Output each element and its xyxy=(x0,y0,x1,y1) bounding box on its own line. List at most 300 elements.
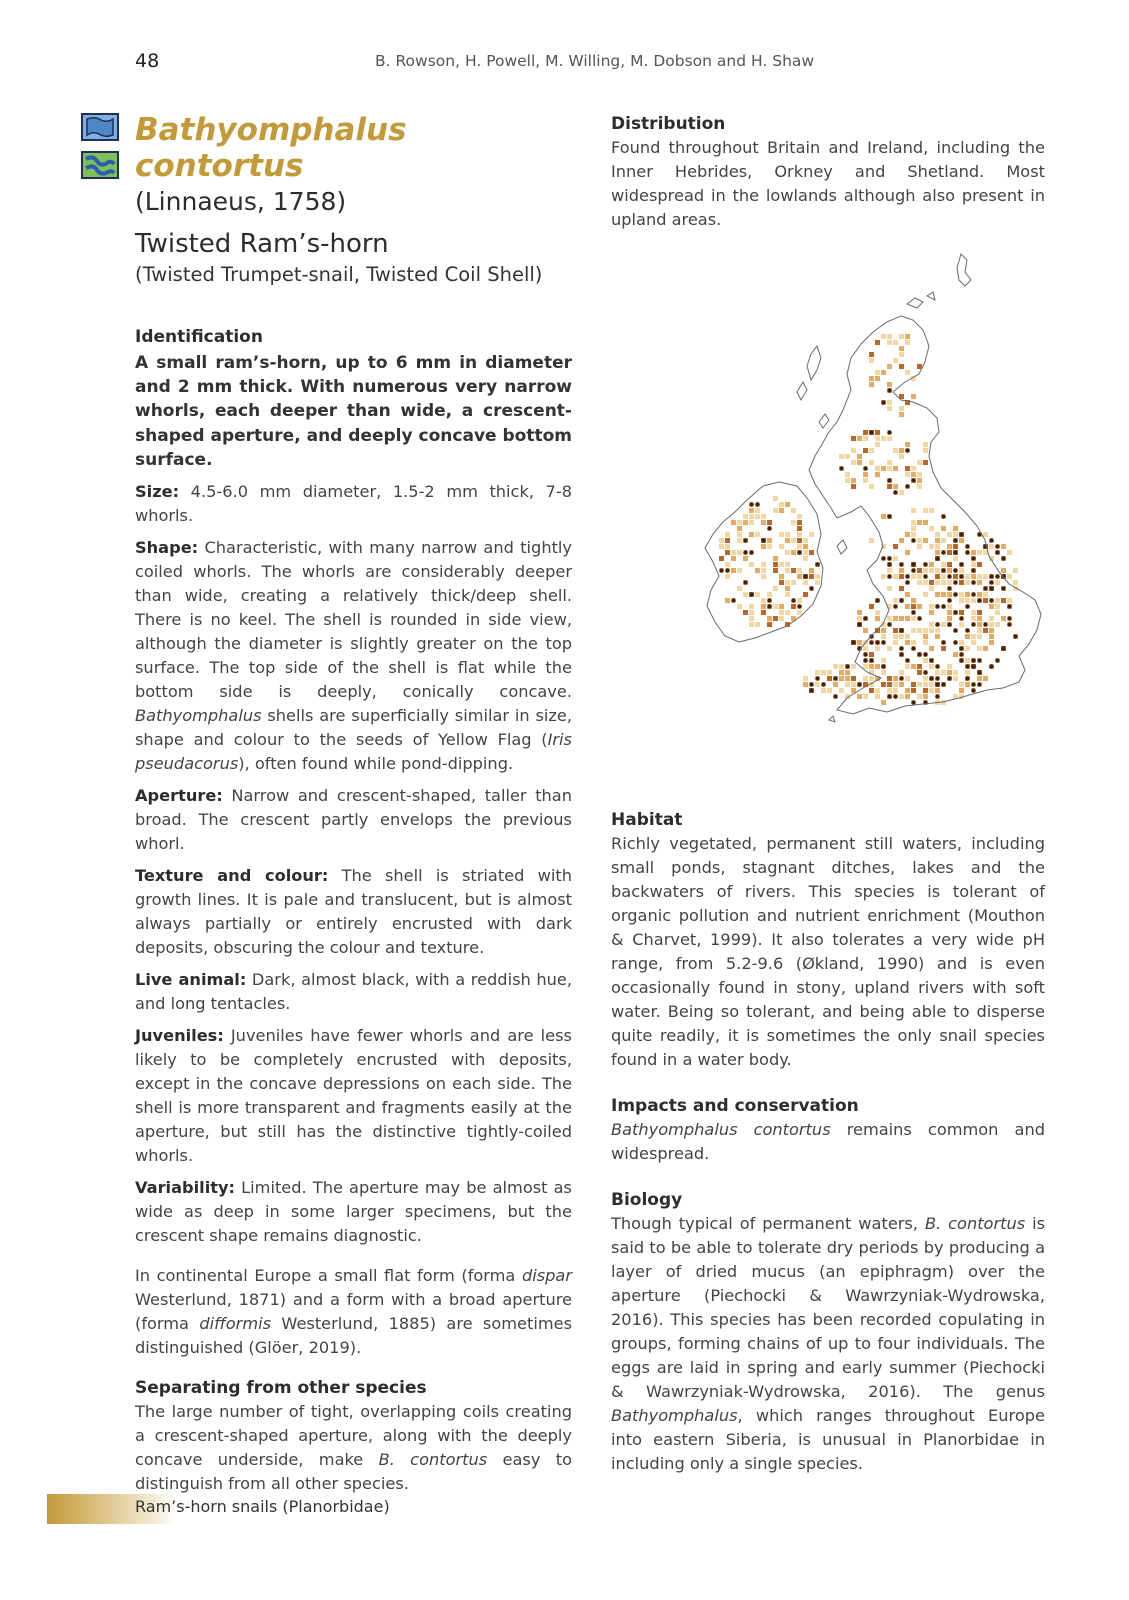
map-cell xyxy=(833,664,838,669)
map-cell xyxy=(899,448,904,453)
map-cell xyxy=(797,568,802,573)
map-record-dot xyxy=(947,676,951,680)
map-record-dot xyxy=(1001,586,1005,590)
map-cell xyxy=(971,574,976,579)
map-cell xyxy=(845,682,850,687)
map-cell xyxy=(923,538,928,543)
map-cell xyxy=(899,346,904,351)
map-cell xyxy=(773,604,778,609)
distribution-heading: Distribution xyxy=(611,114,726,134)
map-cell xyxy=(767,622,772,627)
map-cell xyxy=(929,580,934,585)
map-cell xyxy=(755,568,760,573)
common-name: Twisted Ram’s-horn xyxy=(135,229,389,259)
map-cell xyxy=(977,574,982,579)
shetland-outline xyxy=(957,254,971,286)
map-cell xyxy=(851,460,856,465)
map-cell xyxy=(905,664,910,669)
map-cell xyxy=(779,604,784,609)
map-cell xyxy=(917,364,922,369)
map-record-dot xyxy=(863,658,867,662)
map-cell xyxy=(887,646,892,651)
map-cell xyxy=(743,520,748,525)
map-record-dot xyxy=(953,550,957,554)
map-cell xyxy=(911,466,916,471)
map-cell xyxy=(851,448,856,453)
map-record-dot xyxy=(959,658,963,662)
map-cell xyxy=(767,592,772,597)
impacts-species: Bathyomphalus contortus xyxy=(611,1120,831,1139)
map-cell xyxy=(797,526,802,531)
map-cell xyxy=(965,574,970,579)
map-cell xyxy=(935,568,940,573)
map-cell xyxy=(971,640,976,645)
map-cell xyxy=(1007,574,1012,579)
texture-text: The shell is striated with growth lines. It is pale and translucent, but is almost always partially or entirely encrusted with dark deposits, obscuring the colour and texture. xyxy=(135,866,572,958)
map-cell xyxy=(905,616,910,621)
map-record-dot xyxy=(959,652,963,656)
map-cell xyxy=(929,622,934,627)
map-cell xyxy=(731,568,736,573)
map-cell xyxy=(761,514,766,519)
map-cell xyxy=(923,460,928,465)
map-cell xyxy=(875,472,880,477)
map-cell xyxy=(929,688,934,693)
map-cell xyxy=(893,616,898,621)
map-cell xyxy=(983,676,988,681)
size-label: Size: xyxy=(135,482,180,502)
map-cell xyxy=(845,454,850,459)
map-cell xyxy=(893,466,898,471)
map-record-dot xyxy=(767,526,771,530)
map-cell xyxy=(851,688,856,693)
map-cell xyxy=(743,592,748,597)
map-cell xyxy=(899,568,904,573)
map-cell xyxy=(899,334,904,339)
map-cell xyxy=(833,682,838,687)
map-cell xyxy=(995,580,1000,585)
map-cell xyxy=(857,640,862,645)
shape-iris: Iris pseudacorus xyxy=(135,730,572,774)
map-cell xyxy=(761,604,766,609)
map-cell xyxy=(887,466,892,471)
map-cell xyxy=(917,568,922,573)
distribution-map-svg xyxy=(611,250,1045,790)
map-cell xyxy=(893,448,898,453)
map-cell xyxy=(923,442,928,447)
map-cell xyxy=(911,640,916,645)
map-cell xyxy=(875,370,880,375)
map-cell xyxy=(911,688,916,693)
map-record-dot xyxy=(971,622,975,626)
right-column xyxy=(611,112,1045,1476)
map-cell xyxy=(839,670,844,675)
map-cell xyxy=(917,520,922,525)
variability-paragraph xyxy=(135,1176,572,1248)
map-cell xyxy=(935,688,940,693)
map-cell xyxy=(977,676,982,681)
map-cell xyxy=(905,694,910,699)
map-cell xyxy=(731,556,736,561)
map-record-dot xyxy=(923,670,927,674)
map-cell xyxy=(923,568,928,573)
map-cell xyxy=(731,550,736,555)
map-cell xyxy=(1001,568,1006,573)
map-cell xyxy=(797,514,802,519)
map-record-dot xyxy=(905,448,909,452)
map-cell xyxy=(923,508,928,513)
map-cell xyxy=(863,430,868,435)
texture-label: Texture and colour: xyxy=(135,866,329,886)
map-cell xyxy=(947,550,952,555)
map-record-dot xyxy=(899,646,903,650)
map-cell xyxy=(959,622,964,627)
map-record-dot xyxy=(1007,604,1011,608)
map-record-dot xyxy=(905,658,909,662)
habitat-text: Richly vegetated, permanent still waters, including small ponds, stagnant ditches, lakes and the backwaters of rivers. This species is tolerant of organic pollution and nutrient enrichment (Mouthon & Charvet, 1999). It also tolerates a very wide pH range, from 5.2-9.6 (Økland, 1990) and is even occasionally found in stony, upland rivers with soft water. Being so tolerant, and being able to disperse quite readily, it is sometimes the only snail species found in a water body. xyxy=(611,834,1045,1069)
map-cell xyxy=(959,682,964,687)
biology-text-2: is said to be able to tolerate dry periods by producing a layer of dried mucus (an epiphragm) over the aperture (Piechocki & Wawrzyniak-Wydrowska, 2016). This species has been recorded copulating in groups, forming chains of up to four individuals. The eggs are laid in spring and early summer (Piechocki & Wawrzyniak-Wydrowska, 2016). The genus xyxy=(611,1214,1046,1401)
continental-text: In continental Europe a small flat form (forma xyxy=(135,1266,522,1286)
map-record-dot xyxy=(887,562,891,566)
map-record-dot xyxy=(767,598,771,602)
map-cell xyxy=(923,592,928,597)
map-cell xyxy=(779,502,784,507)
map-cell xyxy=(899,670,904,675)
texture-paragraph xyxy=(135,864,572,960)
map-cell xyxy=(767,544,772,549)
map-cell xyxy=(917,544,922,549)
map-cell xyxy=(971,598,976,603)
map-record-dot xyxy=(887,622,891,626)
map-cell xyxy=(761,544,766,549)
map-cell xyxy=(899,364,904,369)
map-cell xyxy=(977,610,982,615)
map-cell xyxy=(965,598,970,603)
juveniles-paragraph xyxy=(135,1024,572,1168)
map-cell xyxy=(857,616,862,621)
separating-paragraph xyxy=(135,1400,572,1496)
map-cell xyxy=(839,664,844,669)
map-cell xyxy=(851,484,856,489)
map-cell xyxy=(785,532,790,537)
map-cell xyxy=(887,406,892,411)
map-cell xyxy=(767,520,772,525)
map-cell xyxy=(911,664,916,669)
shape-text-2: shells are superficially similar in size, shape and colour to the seeds of Yellow Flag ( xyxy=(135,706,572,750)
map-cell xyxy=(743,556,748,561)
map-cell xyxy=(947,592,952,597)
map-cell xyxy=(923,634,928,639)
map-record-dot xyxy=(983,622,987,626)
map-cell xyxy=(773,562,778,567)
map-cell xyxy=(905,688,910,693)
map-cell xyxy=(761,610,766,615)
variability-text: Limited. The aperture may be almost as wide as deep in some larger specimens, but the crescent shape remains diagnostic. xyxy=(135,1178,572,1246)
map-cell xyxy=(791,520,796,525)
map-cell xyxy=(863,448,868,453)
map-cell xyxy=(905,442,910,447)
map-cell xyxy=(869,652,874,657)
map-record-dot xyxy=(977,670,981,674)
map-cell xyxy=(893,556,898,561)
map-cell xyxy=(857,454,862,459)
map-cell xyxy=(863,676,868,681)
map-cell xyxy=(791,550,796,555)
map-cell xyxy=(773,508,778,513)
map-record-dot xyxy=(971,682,975,686)
map-cell xyxy=(935,544,940,549)
map-cell xyxy=(899,682,904,687)
map-cell xyxy=(881,466,886,471)
map-cell xyxy=(995,610,1000,615)
still-water-icon xyxy=(81,113,119,141)
map-cell xyxy=(761,568,766,573)
map-record-dot xyxy=(809,688,813,692)
map-record-dot xyxy=(761,538,765,542)
map-cell xyxy=(899,412,904,417)
map-cell xyxy=(905,370,910,375)
map-cell xyxy=(749,622,754,627)
map-record-dot xyxy=(959,574,963,578)
size-text: 4.5-6.0 mm diameter, 1.5-2 mm thick, 7-8 whorls. xyxy=(135,482,572,526)
map-cell xyxy=(725,598,730,603)
map-cell xyxy=(941,646,946,651)
map-cell xyxy=(947,670,952,675)
map-cell xyxy=(983,574,988,579)
map-cell xyxy=(983,628,988,633)
map-cell xyxy=(977,634,982,639)
juveniles-label: Juveniles: xyxy=(135,1026,224,1046)
map-record-dot xyxy=(971,580,975,584)
map-cell xyxy=(743,514,748,519)
map-cell xyxy=(881,700,886,705)
map-cell xyxy=(881,634,886,639)
map-cell xyxy=(923,580,928,585)
map-cell xyxy=(779,544,784,549)
map-cell xyxy=(935,670,940,675)
map-record-dot xyxy=(905,484,909,488)
map-cell xyxy=(749,562,754,567)
map-record-dot xyxy=(857,682,861,686)
map-cell xyxy=(875,466,880,471)
species-authority: (Linnaeus, 1758) xyxy=(135,187,347,216)
map-cell xyxy=(965,580,970,585)
map-cell xyxy=(959,538,964,543)
map-cell xyxy=(797,598,802,603)
map-record-dot xyxy=(743,550,747,554)
map-cell xyxy=(803,544,808,549)
map-cell xyxy=(881,658,886,663)
map-cell xyxy=(995,622,1000,627)
map-cell xyxy=(761,598,766,603)
map-cell xyxy=(923,694,928,699)
map-cell xyxy=(725,562,730,567)
map-cell xyxy=(917,478,922,483)
map-cell xyxy=(893,634,898,639)
map-cell xyxy=(1007,598,1012,603)
map-cell xyxy=(905,676,910,681)
map-cell xyxy=(881,574,886,579)
isle-of-man-outline xyxy=(837,540,847,554)
map-cell xyxy=(737,520,742,525)
map-cell xyxy=(1013,568,1018,573)
map-cell xyxy=(869,460,874,465)
map-cell xyxy=(935,592,940,597)
map-record-dot xyxy=(905,574,909,578)
map-cell xyxy=(917,682,922,687)
map-record-dot xyxy=(719,568,723,572)
map-cell xyxy=(863,436,868,441)
map-cell xyxy=(983,532,988,537)
map-cell xyxy=(929,508,934,513)
map-record-dot xyxy=(953,592,957,596)
habitat-heading: Habitat xyxy=(611,810,683,830)
distribution-map xyxy=(611,250,1045,790)
map-record-dot xyxy=(965,550,969,554)
map-cell xyxy=(875,376,880,381)
map-cell xyxy=(761,520,766,525)
map-record-dot xyxy=(911,568,915,572)
map-record-dot xyxy=(899,652,903,656)
map-record-dot xyxy=(935,676,939,680)
live-animal-paragraph xyxy=(135,968,572,1016)
map-record-dot xyxy=(899,598,903,602)
biology-species: B. contortus xyxy=(924,1214,1026,1233)
map-cell xyxy=(893,544,898,549)
map-cell xyxy=(863,628,868,633)
map-record-dot xyxy=(821,682,825,686)
map-cell xyxy=(815,574,820,579)
map-cell xyxy=(953,574,958,579)
map-cell xyxy=(929,568,934,573)
map-cell xyxy=(803,556,808,561)
map-cell xyxy=(851,436,856,441)
map-record-dot xyxy=(941,682,945,686)
map-cell xyxy=(887,382,892,387)
live-animal-label: Live animal: xyxy=(135,970,247,990)
map-cell xyxy=(875,688,880,693)
map-record-dot xyxy=(989,586,993,590)
map-cell xyxy=(851,682,856,687)
map-record-dot xyxy=(941,514,945,518)
map-cell xyxy=(887,334,892,339)
map-cell xyxy=(845,676,850,681)
map-cell xyxy=(749,616,754,621)
orkney-outline xyxy=(907,292,935,308)
map-record-dot xyxy=(887,556,891,560)
map-cell xyxy=(965,634,970,639)
shape-genus: Bathyomphalus xyxy=(135,706,262,726)
variability-label: Variability: xyxy=(135,1178,236,1198)
map-cell xyxy=(959,598,964,603)
map-cell xyxy=(737,526,742,531)
map-cell xyxy=(917,670,922,675)
map-cell xyxy=(785,586,790,591)
map-cell xyxy=(977,616,982,621)
map-cell xyxy=(755,532,760,537)
map-cell xyxy=(911,604,916,609)
map-cell xyxy=(773,568,778,573)
map-record-dot xyxy=(965,604,969,608)
map-cell xyxy=(989,640,994,645)
map-cell xyxy=(941,622,946,627)
map-record-dot xyxy=(887,514,891,518)
map-record-dot xyxy=(989,598,993,602)
distribution-text: Found throughout Britain and Ireland, including the Inner Hebrides, Orkney and Shetland. Most widespread in the lowlands although also present in upland areas. xyxy=(611,138,1045,229)
map-cell xyxy=(785,580,790,585)
map-cell xyxy=(911,394,916,399)
map-record-dot xyxy=(971,568,975,572)
map-cell xyxy=(917,472,922,477)
map-cell xyxy=(815,580,820,585)
map-cell xyxy=(809,550,814,555)
map-cell xyxy=(917,580,922,585)
map-record-dot xyxy=(911,478,915,482)
shape-text-3: ), often found while pond-dipping. xyxy=(238,754,514,774)
map-cell xyxy=(899,454,904,459)
map-record-dot xyxy=(923,562,927,566)
map-cell xyxy=(791,604,796,609)
map-cell xyxy=(791,580,796,585)
map-cell xyxy=(899,694,904,699)
map-record-dot xyxy=(725,568,729,572)
map-record-dot xyxy=(1001,646,1005,650)
map-cell xyxy=(887,616,892,621)
map-record-dot xyxy=(995,574,999,578)
map-cell xyxy=(761,562,766,567)
map-cell xyxy=(755,508,760,513)
map-record-dot xyxy=(947,586,951,590)
map-cell xyxy=(935,532,940,537)
map-cell xyxy=(887,586,892,591)
map-cell xyxy=(953,652,958,657)
separating-text-2: easy to distinguish from all other species. xyxy=(135,1450,572,1494)
map-cell xyxy=(905,334,910,339)
map-cell xyxy=(893,574,898,579)
map-record-dot xyxy=(881,664,885,668)
map-cell xyxy=(731,520,736,525)
map-cell xyxy=(893,340,898,345)
map-record-cells xyxy=(719,334,1018,705)
map-record-dot xyxy=(743,538,747,542)
biology-paragraph xyxy=(611,1212,1045,1476)
map-cell xyxy=(977,592,982,597)
map-cell xyxy=(971,616,976,621)
map-record-dot xyxy=(899,628,903,632)
map-record-dot xyxy=(887,388,891,392)
map-record-dot xyxy=(857,622,861,626)
map-cell xyxy=(905,604,910,609)
map-cell xyxy=(929,646,934,651)
map-cell xyxy=(851,676,856,681)
map-record-dot xyxy=(893,490,897,494)
map-cell xyxy=(815,670,820,675)
biology-genus: Bathyomphalus xyxy=(611,1406,738,1425)
map-cell xyxy=(851,478,856,483)
map-record-dot xyxy=(887,478,891,482)
shape-text: Characteristic, with many narrow and tightly coiled whorls. The whorls are considerably deeper than wide, creating a relatively thick/deep shell. There is no keel. The shell is rounded in side view, although the diameter is slightly greater on the top surface. The top side of the shell is flat while the bottom side is deeply, conically concave. xyxy=(135,538,572,702)
map-record-dot xyxy=(947,598,951,602)
map-record-dot xyxy=(833,676,837,680)
map-record-dot xyxy=(911,700,915,704)
map-cell xyxy=(821,688,826,693)
map-record-dot xyxy=(941,604,945,608)
map-record-dot xyxy=(797,550,801,554)
map-cell xyxy=(989,622,994,627)
map-cell xyxy=(803,538,808,543)
map-cell xyxy=(887,460,892,465)
